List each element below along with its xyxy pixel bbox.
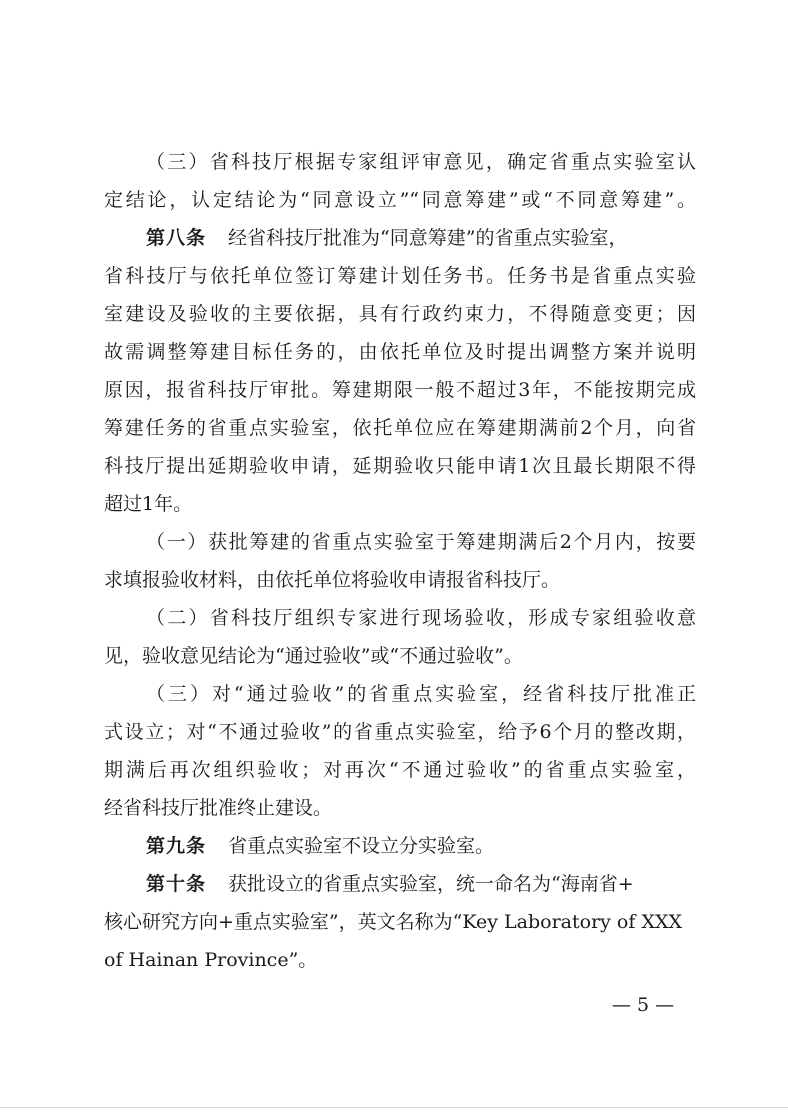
text-line — [104, 789, 696, 827]
text-line — [104, 675, 696, 713]
line-text: 式设立；对“不通过验收”的省重点实验室，给予6个月的整改期， — [104, 721, 696, 743]
line-text: 期满后再次组织验收；对再次“不通过验收”的省重点实验室， — [104, 759, 696, 781]
text-line — [104, 599, 696, 637]
text-line — [104, 447, 696, 485]
line-text: 省科技厅与依托单位签订筹建计划任务书。任务书是省重点实验 — [104, 265, 696, 287]
text-line — [104, 903, 696, 941]
text-line — [104, 295, 696, 333]
line-text: （二）省科技厅组织专家进行现场验收，形成专家组验收意 — [146, 607, 696, 629]
line-text: 见，验收意见结论为“通过验收”或“不通过验收”。 — [104, 645, 523, 667]
line-text: 经省科技厅批准为“同意筹建”的省重点实验室， — [228, 227, 628, 249]
text-line — [104, 257, 696, 295]
article-label: 第九条 — [146, 835, 207, 857]
line-text: 故需调整筹建目标任务的，由依托单位及时提出调整方案并说明 — [104, 341, 696, 363]
text-line — [104, 713, 696, 751]
line-text: （三）省科技厅根据专家组评审意见，确定省重点实验室认 — [146, 151, 696, 173]
text-line — [104, 751, 696, 789]
text-line — [104, 485, 696, 523]
text-line — [104, 371, 696, 409]
text-line — [104, 561, 696, 599]
article-heading-line — [104, 827, 696, 865]
text-line — [104, 941, 696, 979]
page-number: — 5 — — [611, 994, 675, 1016]
document-body — [104, 143, 696, 979]
article-label: 第八条 — [146, 227, 207, 249]
line-text: 省重点实验室不设立分实验室。 — [228, 835, 495, 857]
line-text: 求填报验收材料，由依托单位将验收申请报省科技厅。 — [104, 569, 561, 591]
line-text: 获批设立的省重点实验室，统一命名为“海南省+ — [228, 873, 634, 895]
text-line — [104, 409, 696, 447]
text-line — [104, 333, 696, 371]
page-bottom-divider — [0, 1107, 788, 1108]
line-text: 室建设及验收的主要依据，具有行政约束力，不得随意变更；因 — [104, 303, 696, 325]
line-text: of Hainan Province”。 — [104, 949, 318, 971]
text-line — [104, 637, 696, 675]
line-text: 原因，报省科技厅审批。筹建期限一般不超过3年，不能按期完成 — [104, 379, 696, 401]
line-text: 经省科技厅批准终止建设。 — [104, 797, 333, 819]
article-heading-line — [104, 219, 696, 257]
line-text: （一）获批筹建的省重点实验室于筹建期满后2个月内，按要 — [146, 531, 696, 553]
line-text: 超过1年。 — [104, 493, 193, 515]
line-text: 核心研究方向+重点实验室”，英文名称为“Key Laboratory of XXX — [104, 911, 683, 933]
text-line — [104, 523, 696, 561]
line-text: 筹建任务的省重点实验室，依托单位应在筹建期满前2个月，向省 — [104, 417, 696, 439]
text-line — [104, 143, 696, 181]
line-text: （三）对“通过验收”的省重点实验室，经省科技厅批准正 — [146, 683, 696, 705]
line-text: 定结论，认定结论为“同意设立”“同意筹建”或“不同意筹建”。 — [104, 189, 696, 211]
article-label: 第十条 — [146, 873, 207, 895]
text-line — [104, 181, 696, 219]
line-text: 科技厅提出延期验收申请，延期验收只能申请1次且最长期限不得 — [104, 455, 696, 477]
article-heading-line — [104, 865, 696, 903]
